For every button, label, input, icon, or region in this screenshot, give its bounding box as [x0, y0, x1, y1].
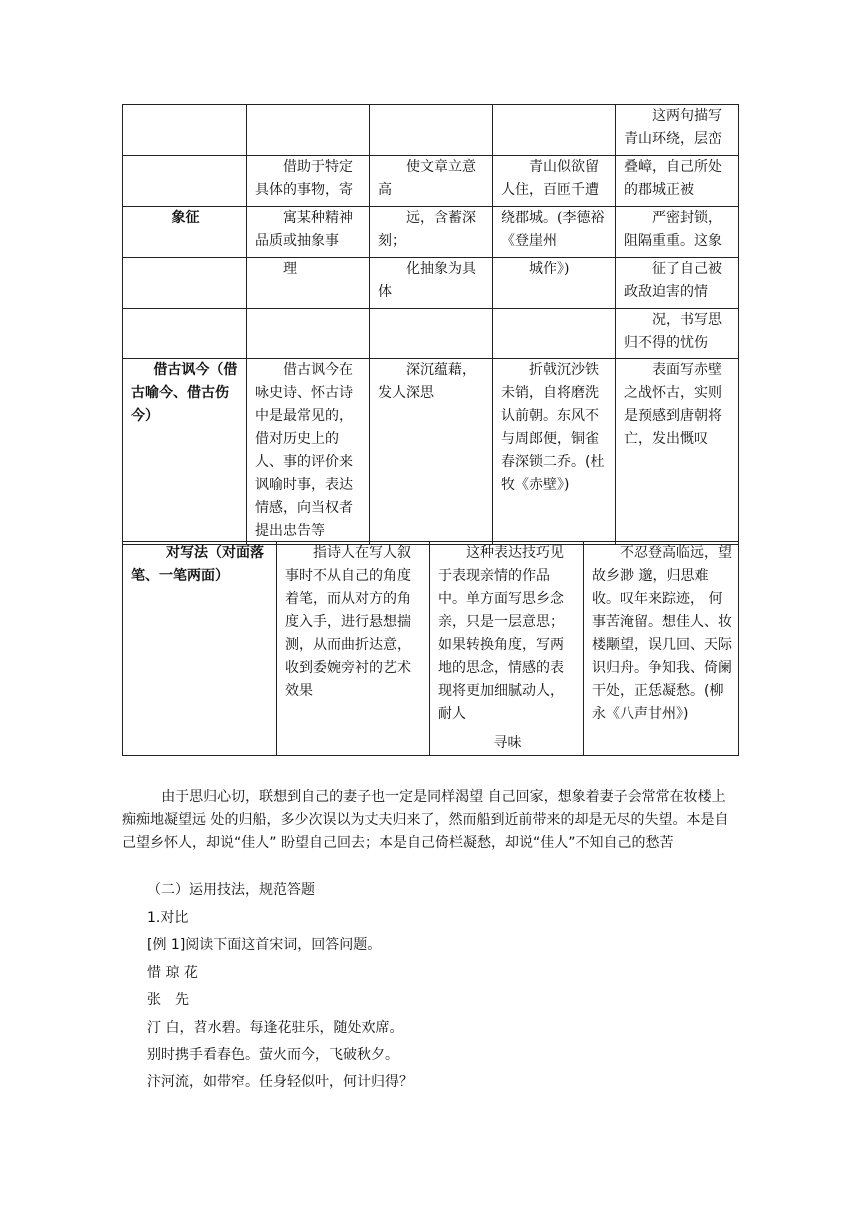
effect-cell: 表面写赤壁之战怀古，实则是预感到唐朝将亡，发出慨叹 — [616, 359, 739, 545]
function-cell: 远，含蓄深刻； — [370, 207, 493, 258]
effect-cell: 叠嶂，自己所处的郡城正被 — [616, 156, 739, 207]
poem-line: 别时携手看春色。萤火而今，飞破秋夕。 — [147, 1047, 399, 1063]
table-cell — [247, 105, 370, 156]
example-cell: 不忍登高临远，望故乡渺 邈，归思难收。叹年来踪迹， 何事苦淹留。想佳人、妆楼颙望，误几回、天际识归舟。争知我、倚阑干处，正恁凝愁。(柳永《八声甘州》) — [584, 542, 739, 756]
function-cell — [430, 542, 584, 756]
table-cell — [493, 105, 616, 156]
technique-name: 象征 — [123, 207, 247, 258]
table-cell — [493, 309, 616, 359]
technique-name: 对写法（对面落笔、一笔两面） — [123, 542, 277, 756]
table-cell — [123, 258, 247, 309]
definition-cell: 理 — [247, 258, 370, 309]
table-row — [123, 258, 739, 309]
table-row — [123, 207, 739, 258]
section-heading: （二）运用技法，规范答题 — [147, 882, 315, 898]
table-row — [123, 309, 739, 359]
poem-line: 汴河流，如带窄。任身轻似叶，何计归得？ — [147, 1074, 413, 1090]
function-cell: 使文章立意高 — [370, 156, 493, 207]
poem-author: 张 先 — [147, 992, 189, 1008]
techniques-table-upper — [122, 104, 739, 545]
item-heading: 1.对比 — [147, 910, 189, 926]
function-text: 这种表达技巧见于表现亲情的作品中。单方面写思乡念亲，只是一层意思；如果转换角度，写两地的思念，情感的表现将更加细腻动人，耐人 — [438, 545, 564, 722]
table-cell — [370, 309, 493, 359]
definition-cell: 借古讽今在咏史诗、怀古诗中是最常见的，借对历史上的人、事的评价来讽喻时事，表达情感，向当权者提出忠告等 — [247, 359, 370, 545]
table-cell — [123, 105, 247, 156]
table-row — [123, 359, 739, 545]
effect-cell: 这两句描写青山环绕，层峦 — [616, 105, 739, 156]
table-row — [123, 542, 739, 756]
effect-cell: 况，书写思归不得的忧伤 — [616, 309, 739, 359]
example-prompt: [例 1]阅读下面这首宋词，回答问题。 — [147, 937, 382, 953]
table-cell — [123, 309, 247, 359]
table-row — [123, 105, 739, 156]
table-cell — [123, 156, 247, 207]
example-cell: 青山似欲留人住，百匝千遭 — [493, 156, 616, 207]
function-cell: 化抽象为具体 — [370, 258, 493, 309]
poem-title: 惜 琼 花 — [147, 965, 198, 981]
poem-line: 汀 白，苕水碧。每逢花驻乐，随处欢席。 — [147, 1020, 404, 1036]
definition-cell: 寓某种精神品质或抽象事 — [247, 207, 370, 258]
table-cell — [247, 309, 370, 359]
effect-cell: 征了自己被政敌迫害的情 — [616, 258, 739, 309]
example-cell: 城作》) — [493, 258, 616, 309]
example-cell: 折戟沉沙铁未销，自将磨洗认前朝。东风不与周郎便，铜雀春深锁二乔。(杜牧《赤壁》) — [493, 359, 616, 545]
function-cell: 深沉蕴藉，发人深思 — [370, 359, 493, 545]
techniques-table-lower — [122, 541, 739, 756]
explanation-paragraph: 由于思归心切，联想到自己的妻子也一定是同样渴望 自己回家，想象着妻子会常常在妆楼上痴痴地凝望远 处的归船，多少次误以为丈夫归来了，然而船到近前带来的却是无尽的失望。本是自己望乡怀人，却说“佳人” 盼望自己回去；本是自己倚栏凝愁，却说“佳人”不知自己的愁苦 — [122, 789, 729, 851]
function-text-tail: 寻味 — [493, 735, 522, 751]
table-row — [123, 156, 739, 207]
definition-cell: 指诗人在写人叙事时不从自己的角度着笔，而从对方的角度入手，进行悬想揣测，从而曲折达意，收到委婉旁衬的艺术效果 — [277, 542, 430, 756]
definition-cell: 借助于特定具体的事物，寄 — [247, 156, 370, 207]
example-cell: 绕郡城。(李德裕《登崖州 — [493, 207, 616, 258]
table-cell — [370, 105, 493, 156]
effect-cell: 严密封锁，阻隔重重。这象 — [616, 207, 739, 258]
technique-name: 借古讽今（借古喻今、借古伤今） — [123, 359, 247, 545]
